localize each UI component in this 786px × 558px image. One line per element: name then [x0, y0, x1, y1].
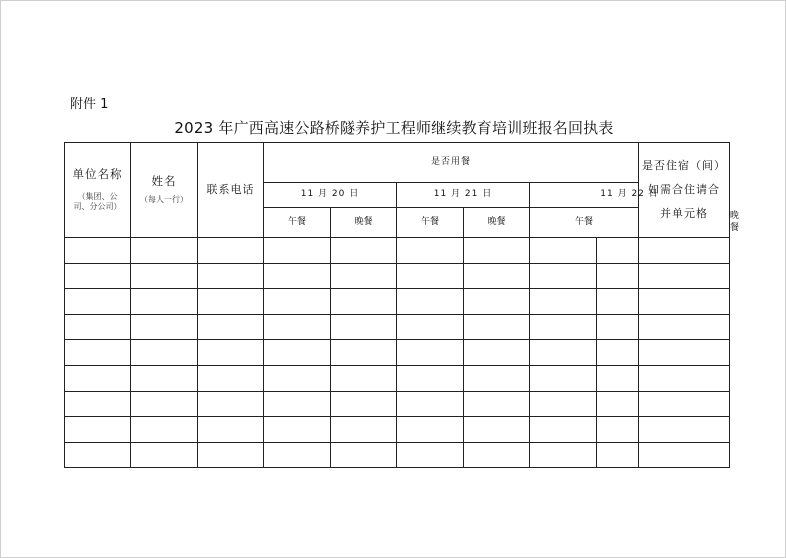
unit-cell[interactable]	[65, 391, 131, 417]
meal-dinner-header: 晚餐	[331, 208, 397, 238]
meal-cell[interactable]	[264, 365, 331, 391]
contact-cell[interactable]	[198, 417, 264, 443]
table-row	[65, 238, 730, 264]
lodging-cell[interactable]	[639, 238, 730, 264]
unit-name-header	[65, 143, 131, 238]
meal-cell[interactable]	[264, 263, 331, 289]
lodging-cell[interactable]	[639, 391, 730, 417]
contact-label: 联系电话	[206, 182, 255, 196]
meal-cell[interactable]	[530, 314, 597, 340]
meal-cell[interactable]	[264, 417, 331, 443]
table-row	[65, 417, 730, 443]
unit-cell[interactable]	[65, 314, 131, 340]
name-cell[interactable]	[131, 289, 198, 315]
name-cell[interactable]	[131, 314, 198, 340]
meal-cell[interactable]	[597, 289, 639, 315]
unit-name-note: （集团、公司、分公司）	[73, 192, 122, 212]
meal-cell[interactable]	[464, 263, 530, 289]
meal-cell[interactable]	[331, 314, 397, 340]
lodging-cell[interactable]	[639, 340, 730, 366]
table-row	[65, 365, 730, 391]
table-row	[65, 442, 730, 468]
lodging-cell[interactable]	[639, 417, 730, 443]
name-cell[interactable]	[131, 442, 198, 468]
meal-cell[interactable]	[397, 365, 464, 391]
meal-cell[interactable]	[331, 391, 397, 417]
name-cell[interactable]	[131, 391, 198, 417]
meal-cell[interactable]	[264, 391, 331, 417]
meal-cell[interactable]	[264, 238, 331, 264]
meal-lunch-header: 午餐	[264, 208, 331, 238]
meal-cell[interactable]	[530, 263, 597, 289]
meal-cell[interactable]	[597, 340, 639, 366]
meal-cell[interactable]	[331, 289, 397, 315]
meal-lunch-header: 午餐	[397, 208, 464, 238]
date-header: 11 月 21 日	[397, 183, 530, 208]
meal-lunch-header: 午餐	[530, 208, 639, 238]
meal-cell[interactable]	[331, 238, 397, 264]
meal-header: 是否用餐	[264, 143, 639, 183]
name-cell[interactable]	[131, 263, 198, 289]
meal-cell[interactable]	[331, 442, 397, 468]
name-label: 姓名	[151, 174, 177, 189]
meal-cell[interactable]	[264, 340, 331, 366]
contact-cell[interactable]	[198, 442, 264, 468]
date-header: 11 月 20 日	[264, 183, 397, 208]
meal-cell[interactable]	[397, 314, 464, 340]
name-header	[131, 143, 198, 238]
meal-cell[interactable]	[397, 417, 464, 443]
unit-cell[interactable]	[65, 289, 131, 315]
meal-cell[interactable]	[397, 289, 464, 315]
table-row	[65, 263, 730, 289]
unit-cell[interactable]	[65, 263, 131, 289]
name-cell[interactable]	[131, 417, 198, 443]
contact-cell[interactable]	[198, 314, 264, 340]
unit-cell[interactable]	[65, 365, 131, 391]
meal-cell[interactable]	[530, 365, 597, 391]
unit-cell[interactable]	[65, 442, 131, 468]
lodging-cell[interactable]	[639, 442, 730, 468]
meal-cell[interactable]	[464, 417, 530, 443]
meal-cell[interactable]	[464, 289, 530, 315]
meal-cell[interactable]	[464, 340, 530, 366]
contact-header	[198, 143, 264, 238]
table-row	[65, 289, 730, 315]
lodging-cell[interactable]	[639, 365, 730, 391]
date-header: 11 月 22 日	[530, 183, 730, 208]
contact-cell[interactable]	[198, 238, 264, 264]
meal-cell[interactable]	[397, 340, 464, 366]
meal-cell[interactable]	[464, 314, 530, 340]
meal-cell[interactable]	[597, 263, 639, 289]
meal-cell[interactable]	[464, 365, 530, 391]
meal-cell[interactable]	[397, 238, 464, 264]
lodging-line-3: 并单元格	[660, 207, 709, 221]
contact-cell[interactable]	[198, 289, 264, 315]
meal-dinner-header: 晚餐	[464, 208, 530, 238]
meal-cell[interactable]	[597, 442, 639, 468]
table-row	[65, 391, 730, 417]
name-cell[interactable]	[131, 340, 198, 366]
contact-cell[interactable]	[198, 263, 264, 289]
unit-name-label: 单位名称	[72, 167, 123, 182]
unit-cell[interactable]	[65, 340, 131, 366]
meal-cell[interactable]	[530, 238, 597, 264]
meal-cell[interactable]	[331, 417, 397, 443]
form-title: 2023 年广西高速公路桥隧养护工程师继续教育培训班报名回执表	[174, 119, 614, 137]
meal-cell[interactable]	[397, 263, 464, 289]
meal-cell[interactable]	[597, 417, 639, 443]
meal-cell[interactable]	[530, 391, 597, 417]
meal-cell[interactable]	[530, 340, 597, 366]
lodging-cell[interactable]	[639, 263, 730, 289]
table-row	[65, 340, 730, 366]
lodging-cell[interactable]	[639, 314, 730, 340]
meal-cell[interactable]	[530, 442, 597, 468]
meal-cell[interactable]	[264, 442, 331, 468]
lodging-cell[interactable]	[639, 289, 730, 315]
meal-cell[interactable]	[331, 340, 397, 366]
meal-cell[interactable]	[464, 238, 530, 264]
meal-cell[interactable]	[264, 314, 331, 340]
attachment-label: 附件 1	[70, 97, 109, 112]
meal-cell[interactable]	[331, 365, 397, 391]
meal-cell[interactable]	[597, 391, 639, 417]
contact-cell[interactable]	[198, 365, 264, 391]
contact-cell[interactable]	[198, 340, 264, 366]
meal-cell[interactable]	[597, 314, 639, 340]
lodging-line-2: 如需合住请合	[648, 182, 721, 196]
table-row	[65, 314, 730, 340]
meal-cell[interactable]	[597, 365, 639, 391]
meal-cell[interactable]	[530, 417, 597, 443]
meal-cell[interactable]	[397, 442, 464, 468]
meal-cell[interactable]	[397, 391, 464, 417]
registration-table: 单位名称 （集团、公司、分公司） 姓名 （每人一行） 联系电话 是否用餐 是否住宿（间） 如需合住请合 并单元格 11 月 20 日 11 月 21 日 11 月 22 日 午餐 晚餐 午餐 晚餐 午餐 晚餐	[64, 142, 730, 468]
meal-cell[interactable]	[597, 238, 639, 264]
meal-cell[interactable]	[530, 289, 597, 315]
name-cell[interactable]	[131, 365, 198, 391]
unit-cell[interactable]	[65, 238, 131, 264]
meal-cell[interactable]	[464, 391, 530, 417]
name-note: （每人一行）	[140, 195, 188, 205]
lodging-line-1: 是否住宿（间）	[642, 158, 727, 172]
contact-cell[interactable]	[198, 391, 264, 417]
unit-cell[interactable]	[65, 417, 131, 443]
meal-cell[interactable]	[331, 263, 397, 289]
meal-cell[interactable]	[264, 289, 331, 315]
meal-cell[interactable]	[464, 442, 530, 468]
name-cell[interactable]	[131, 238, 198, 264]
